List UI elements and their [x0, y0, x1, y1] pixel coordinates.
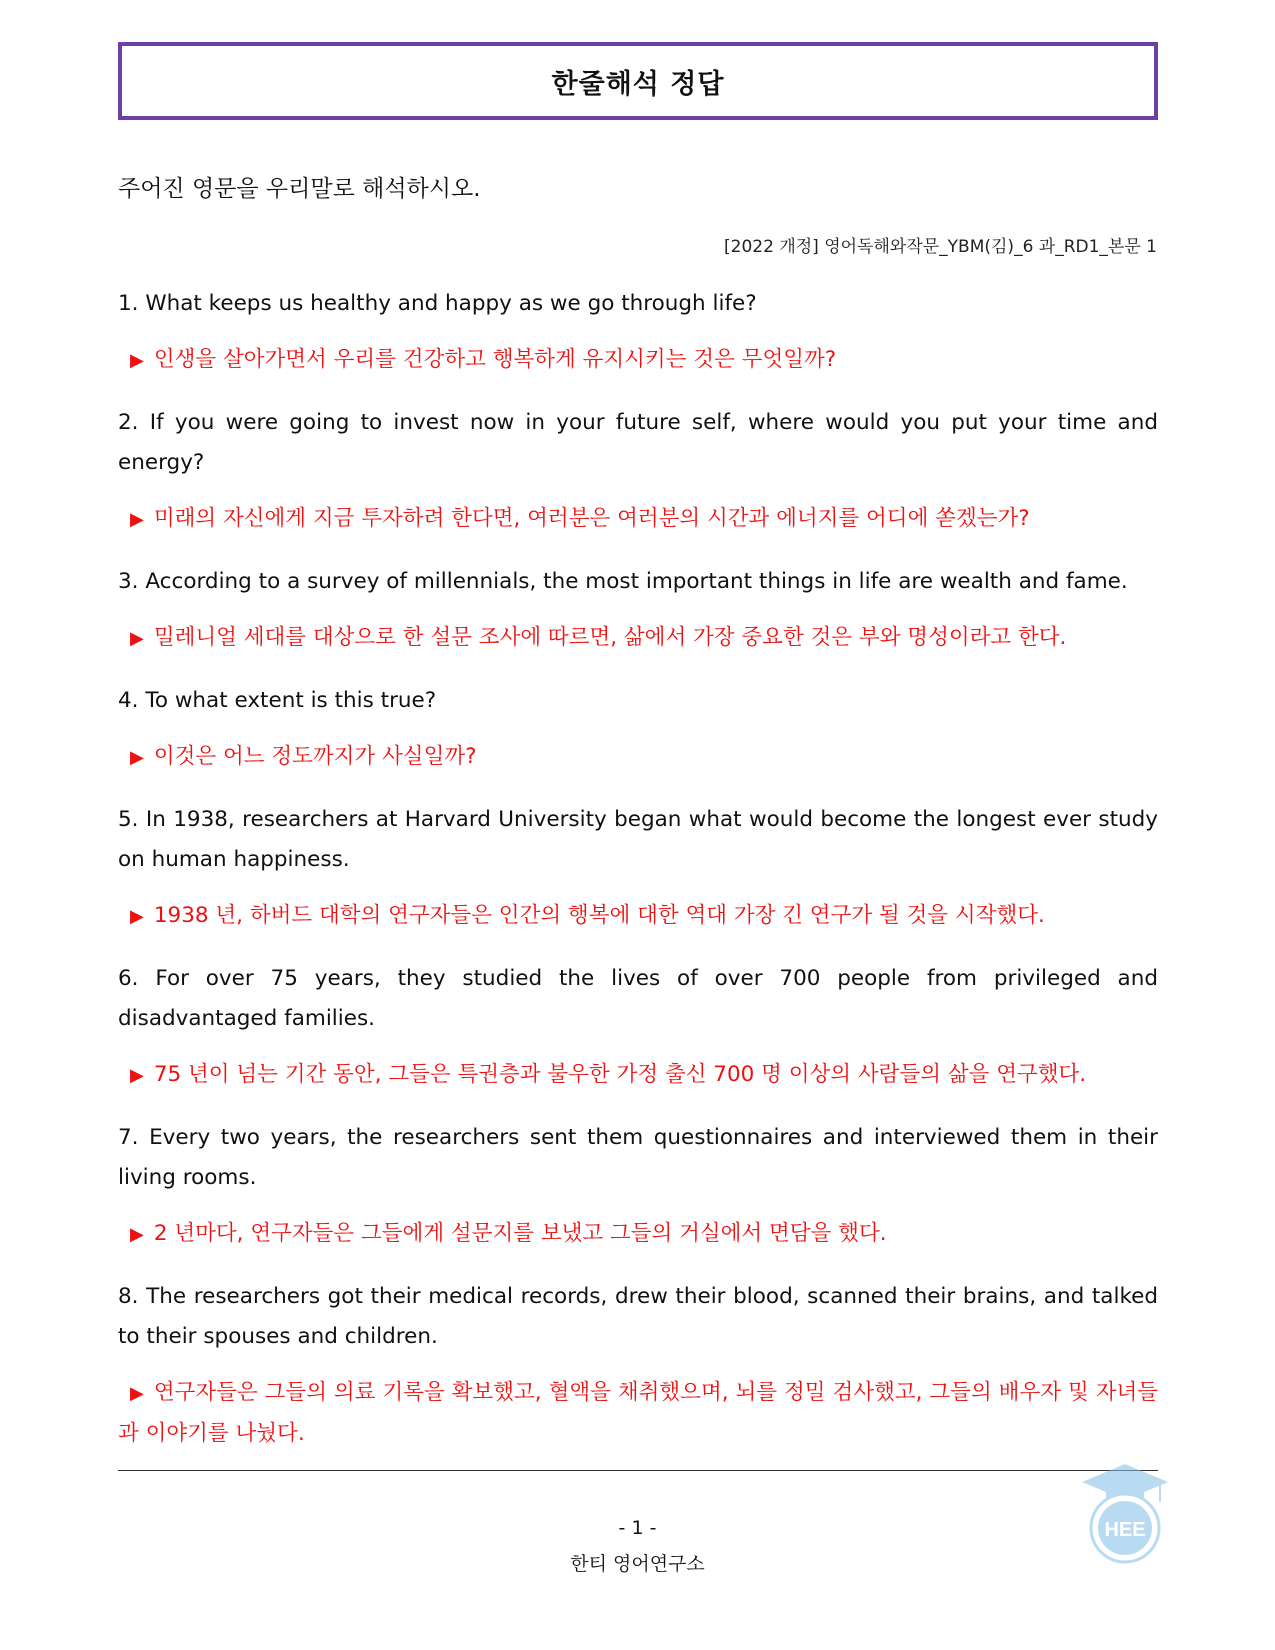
question-text: 6. For over 75 years, they studied the lives of over 700 people from privileged and disadvantaged families.	[118, 966, 1158, 1031]
question-text: 5. In 1938, researchers at Harvard University began what would become the longest ever study on human happiness.	[118, 807, 1158, 872]
answer-text: ▶ 인생을 살아가면서 우리를 건강하고 행복하게 유지시키는 것은 무엇일까?	[118, 340, 1158, 381]
footer-org: 한티 영어연구소	[570, 1553, 705, 1575]
answer-text: ▶ 2 년마다, 연구자들은 그들에게 설문지를 보냈고 그들의 거실에서 면담을 했다.	[118, 1214, 1158, 1255]
answer-text: ▶ 75 년이 넘는 기간 동안, 그들은 특권층과 불우한 가정 출신 700 명 이상의 사람들의 삶을 연구했다.	[118, 1055, 1158, 1096]
answer-marker-icon: ▶	[130, 1224, 144, 1245]
answer-text: ▶ 1938 년, 하버드 대학의 연구자들은 인간의 행복에 대한 역대 가장 긴 연구가 될 것을 시작했다.	[118, 896, 1158, 937]
question-text: 1. What keeps us healthy and happy as we go through life?	[118, 291, 757, 316]
answer-text: ▶ 밀레니얼 세대를 대상으로 한 설문 조사에 따르면, 삶에서 가장 중요한 것은 부와 명성이라고 한다.	[118, 618, 1158, 659]
answer-text: ▶ 연구자들은 그들의 의료 기록을 확보했고, 혈액을 채취했으며, 뇌를 정밀 검사했고, 그들의 배우자 및 자녀들과 이야기를 나눴다.	[118, 1373, 1158, 1454]
instruction-text: 주어진 영문을 우리말로 해석하시오.	[118, 176, 481, 202]
answer-text: ▶ 이것은 어느 정도까지가 사실일까?	[118, 737, 1158, 778]
exercise-item-3	[118, 562, 1158, 659]
exercise-item-7	[118, 1118, 1158, 1255]
question-text: 3. According to a survey of millennials, the most important things in life are wealth and fame.	[118, 569, 1128, 594]
question-text: 2. If you were going to invest now in your future self, where would you put your time and energy?	[118, 410, 1158, 475]
exercise-item-4	[118, 681, 1158, 778]
exercise-item-5	[118, 800, 1158, 937]
answer-marker-icon: ▶	[130, 1065, 144, 1086]
logo-text: HEE	[1104, 1519, 1146, 1541]
answer-marker-icon: ▶	[130, 1383, 144, 1404]
exercise-item-8	[118, 1277, 1158, 1454]
answer-marker-icon: ▶	[130, 906, 144, 927]
answer-marker-icon: ▶	[130, 628, 144, 649]
answer-marker-icon: ▶	[130, 509, 144, 530]
source-reference: [2022 개정] 영어독해와작문_YBM(김)_6 과_RD1_본문 1	[724, 237, 1157, 257]
exercise-list	[118, 284, 1158, 1476]
question-text: 7. Every two years, the researchers sent them questionnaires and interviewed them in their living rooms.	[118, 1125, 1158, 1190]
exercise-item-1	[118, 284, 1158, 381]
footer-divider	[118, 1470, 1158, 1471]
exercise-item-6	[118, 959, 1158, 1096]
page-title: 한줄해석 정답	[551, 68, 725, 100]
answer-text: ▶ 미래의 자신에게 지금 투자하려 한다면, 여러분은 여러분의 시간과 에너지를 어디에 쏟겠는가?	[118, 499, 1158, 540]
question-text: 4. To what extent is this true?	[118, 688, 437, 713]
question-text: 8. The researchers got their medical records, drew their blood, scanned their brains, and talked to their spouses and children.	[118, 1284, 1158, 1349]
answer-marker-icon: ▶	[130, 350, 144, 371]
title-box	[118, 42, 1158, 120]
exercise-item-2	[118, 403, 1158, 540]
page-number: - 1 -	[618, 1517, 657, 1539]
answer-marker-icon: ▶	[130, 747, 144, 768]
